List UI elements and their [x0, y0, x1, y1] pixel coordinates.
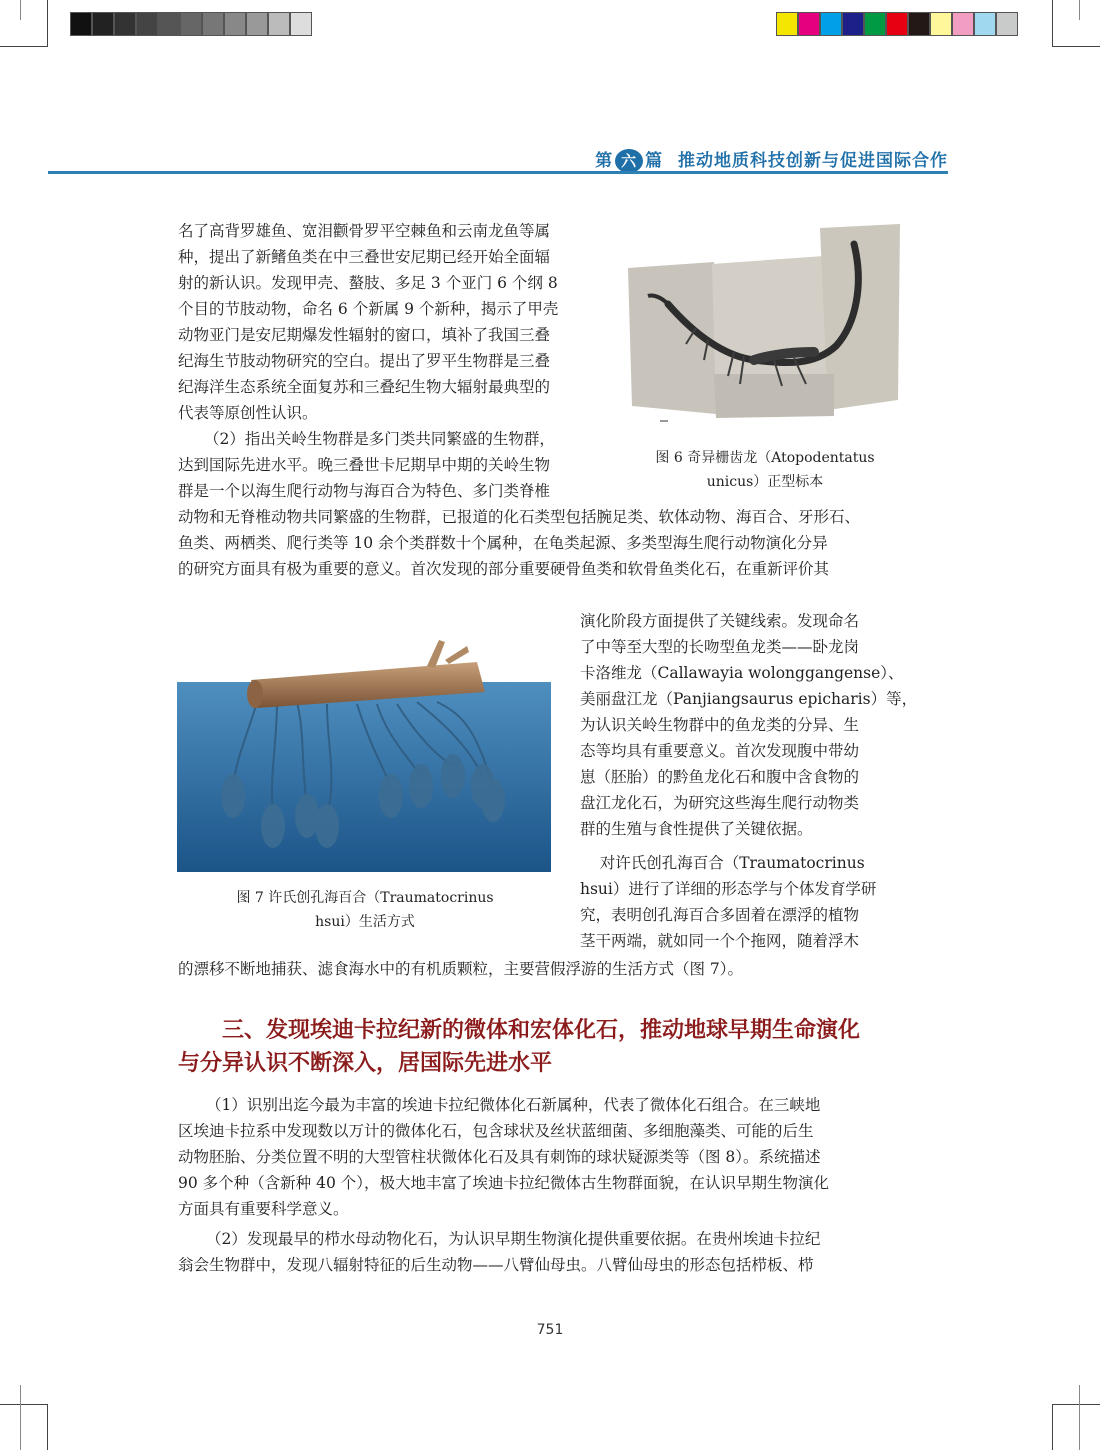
gray-swatch — [268, 12, 290, 36]
text-line: 群是一个以海生爬行动物与海百合为特色、多门类脊椎 — [178, 482, 551, 500]
gray-swatch — [70, 12, 92, 36]
color-swatch — [864, 12, 886, 36]
text-line: 群的生殖与食性提供了关键依据。 — [580, 820, 813, 838]
page-number: 751 — [536, 1322, 564, 1338]
color-swatch — [776, 12, 798, 36]
text-line: 区埃迪卡拉系中发现数以万计的微体化石，包含球状及丝状蓝细菌、多细胞藻类、可能的后生 — [178, 1122, 814, 1140]
text-line: 纪海洋生态系统全面复苏和三叠纪生物大辐射最典型的 — [178, 378, 551, 396]
figure-7-image — [177, 636, 551, 872]
text-line: 了中等至大型的长吻型鱼龙类——卧龙岗 — [580, 638, 860, 656]
heading-line: 三、发现埃迪卡拉纪新的微体和宏体化石，推动地球早期生命演化 — [222, 1018, 861, 1043]
caption-line: 图 6 奇异栅齿龙（Atopodentatus — [655, 450, 875, 466]
text-line: 卡洛维龙（Callawayia wolonggangense）、 — [580, 664, 904, 682]
text-line: 动物胚胎、分类位置不明的大型管柱状微体化石及具有刺饰的球状疑源类等（图 8）。系统描述 — [178, 1148, 821, 1166]
gray-swatch — [246, 12, 268, 36]
text-line: 方面具有重要科学意义。 — [178, 1200, 349, 1218]
gray-swatch — [114, 12, 136, 36]
crop-mark — [1052, 0, 1053, 46]
crop-mark — [0, 46, 48, 47]
crop-mark — [1052, 46, 1100, 47]
text-line: 射的新认识。发现甲壳、螯肢、多足 3 个亚门 6 个纲 8 — [178, 274, 558, 292]
text-line: 茎干两端，就如同一个个拖网，随着浮木 — [580, 932, 860, 950]
chapter-number-badge: 六 — [615, 149, 643, 173]
crop-mark — [1052, 1404, 1100, 1405]
text-line: 态等均具有重要意义。首次发现腹中带幼 — [580, 742, 860, 760]
gray-swatch — [180, 12, 202, 36]
color-swatch — [886, 12, 908, 36]
color-swatch — [820, 12, 842, 36]
figure-6-image — [624, 224, 902, 436]
caption-line: 图 7 许氏创孔海百合（Traumatocrinus — [236, 890, 494, 906]
figure-6-caption — [630, 446, 900, 494]
text-line: 动物和无脊椎动物共同繁盛的生物群，已报道的化石类型包括腕足类、软体动物、海百合、牙形石、 — [178, 508, 861, 526]
text-line: 翁会生物群中，发现八辐射特征的后生动物——八臂仙母虫。八臂仙母虫的形态包括栉板、栉 — [178, 1256, 814, 1274]
gray-swatch — [202, 12, 224, 36]
color-swatch — [930, 12, 952, 36]
crop-mark — [47, 0, 48, 46]
crop-mark — [0, 1404, 48, 1405]
figure-7-caption — [200, 886, 530, 934]
crop-mark — [20, 1385, 21, 1450]
gray-swatch — [92, 12, 114, 36]
text-line: 演化阶段方面提供了关键线索。发现命名 — [580, 612, 860, 630]
color-swatch — [908, 12, 930, 36]
text-line: （2）指出关岭生物群是多门类共同繁盛的生物群， — [204, 430, 555, 448]
section-heading — [178, 1014, 922, 1080]
text-line: （1）识别出迄今最为丰富的埃迪卡拉纪微体化石新属种，代表了微体化石组合。在三峡地 — [206, 1096, 821, 1114]
text-line: 鱼类、两栖类、爬行类等 10 余个类群数十个属种，在龟类起源、多类型海生爬行动物演化分异 — [178, 534, 828, 552]
text-line: hsui）进行了详细的形态学与个体发育学研 — [580, 880, 877, 898]
text-line: 90 多个种（含新种 40 个），极大地丰富了埃迪卡拉纪微体古生物群面貌，在认识早期生物演化 — [178, 1174, 829, 1192]
crinoid-life-illustration — [177, 636, 551, 872]
text-line: 名了高背罗雄鱼、宽泪颧骨罗平空棘鱼和云南龙鱼等属 — [178, 222, 551, 240]
text-line: 达到国际先进水平。晚三叠世卡尼期早中期的关岭生物 — [178, 456, 551, 474]
crop-mark — [1079, 1385, 1080, 1450]
text-line: 美丽盘江龙（Panjiangsaurus epicharis）等， — [580, 690, 918, 708]
text-line: （2）发现最早的栉水母动物化石，为认识早期生物演化提供重要依据。在贵州埃迪卡拉纪 — [206, 1230, 821, 1248]
color-swatch — [974, 12, 996, 36]
gray-swatch — [224, 12, 246, 36]
caption-line: unicus）正型标本 — [706, 474, 824, 490]
text-line: 纪海生节肢动物研究的空白。提出了罗平生物群是三叠 — [178, 352, 551, 370]
text-line: 种，提出了新鳍鱼类在中三叠世安尼期已经开始全面辐 — [178, 248, 551, 266]
text-line: 崽（胚胎）的黔鱼龙化石和腹中含食物的 — [580, 768, 860, 786]
color-swatch — [996, 12, 1018, 36]
text-line: 的漂移不断地捕获、滤食海水中的有机质颗粒，主要营假浮游的生活方式（图 7）。 — [178, 960, 744, 978]
crop-mark — [20, 0, 21, 20]
fossil-specimen-image — [624, 224, 902, 436]
color-swatch — [842, 12, 864, 36]
text-line: 究，表明创孔海百合多固着在漂浮的植物 — [580, 906, 860, 924]
caption-line: hsui）生活方式 — [315, 914, 415, 930]
text-line: 盘江龙化石，为研究这些海生爬行动物类 — [580, 794, 860, 812]
gray-swatch — [290, 12, 312, 36]
color-swatch — [798, 12, 820, 36]
chapter-suffix: 篇 — [645, 151, 664, 171]
text-line: 对许氏创孔海百合（Traumatocrinus — [580, 854, 865, 872]
color-swatch — [952, 12, 974, 36]
gray-swatch — [136, 12, 158, 36]
crop-mark — [1079, 0, 1080, 20]
chapter-prefix: 第 — [595, 151, 614, 171]
text-line: 为认识关岭生物群中的鱼龙类的分异、生 — [580, 716, 860, 734]
running-header — [595, 146, 948, 173]
chapter-title-text: 推动地质科技创新与促进国际合作 — [678, 151, 948, 171]
text-line: 代表等原创性认识。 — [178, 404, 318, 422]
heading-line: 与分异认识不断深入，居国际先进水平 — [178, 1051, 553, 1076]
text-line: 个目的节肢动物，命名 6 个新属 9 个新种，揭示了甲壳 — [178, 300, 559, 318]
text-line: 动物亚门是安尼期爆发性辐射的窗口，填补了我国三叠 — [178, 326, 551, 344]
header-rule — [48, 171, 948, 174]
gray-swatch — [158, 12, 180, 36]
crop-mark — [1052, 1404, 1053, 1450]
crop-mark — [47, 1404, 48, 1450]
text-line: 的研究方面具有极为重要的意义。首次发现的部分重要硬骨鱼类和软骨鱼类化石，在重新评价其 — [178, 560, 830, 578]
